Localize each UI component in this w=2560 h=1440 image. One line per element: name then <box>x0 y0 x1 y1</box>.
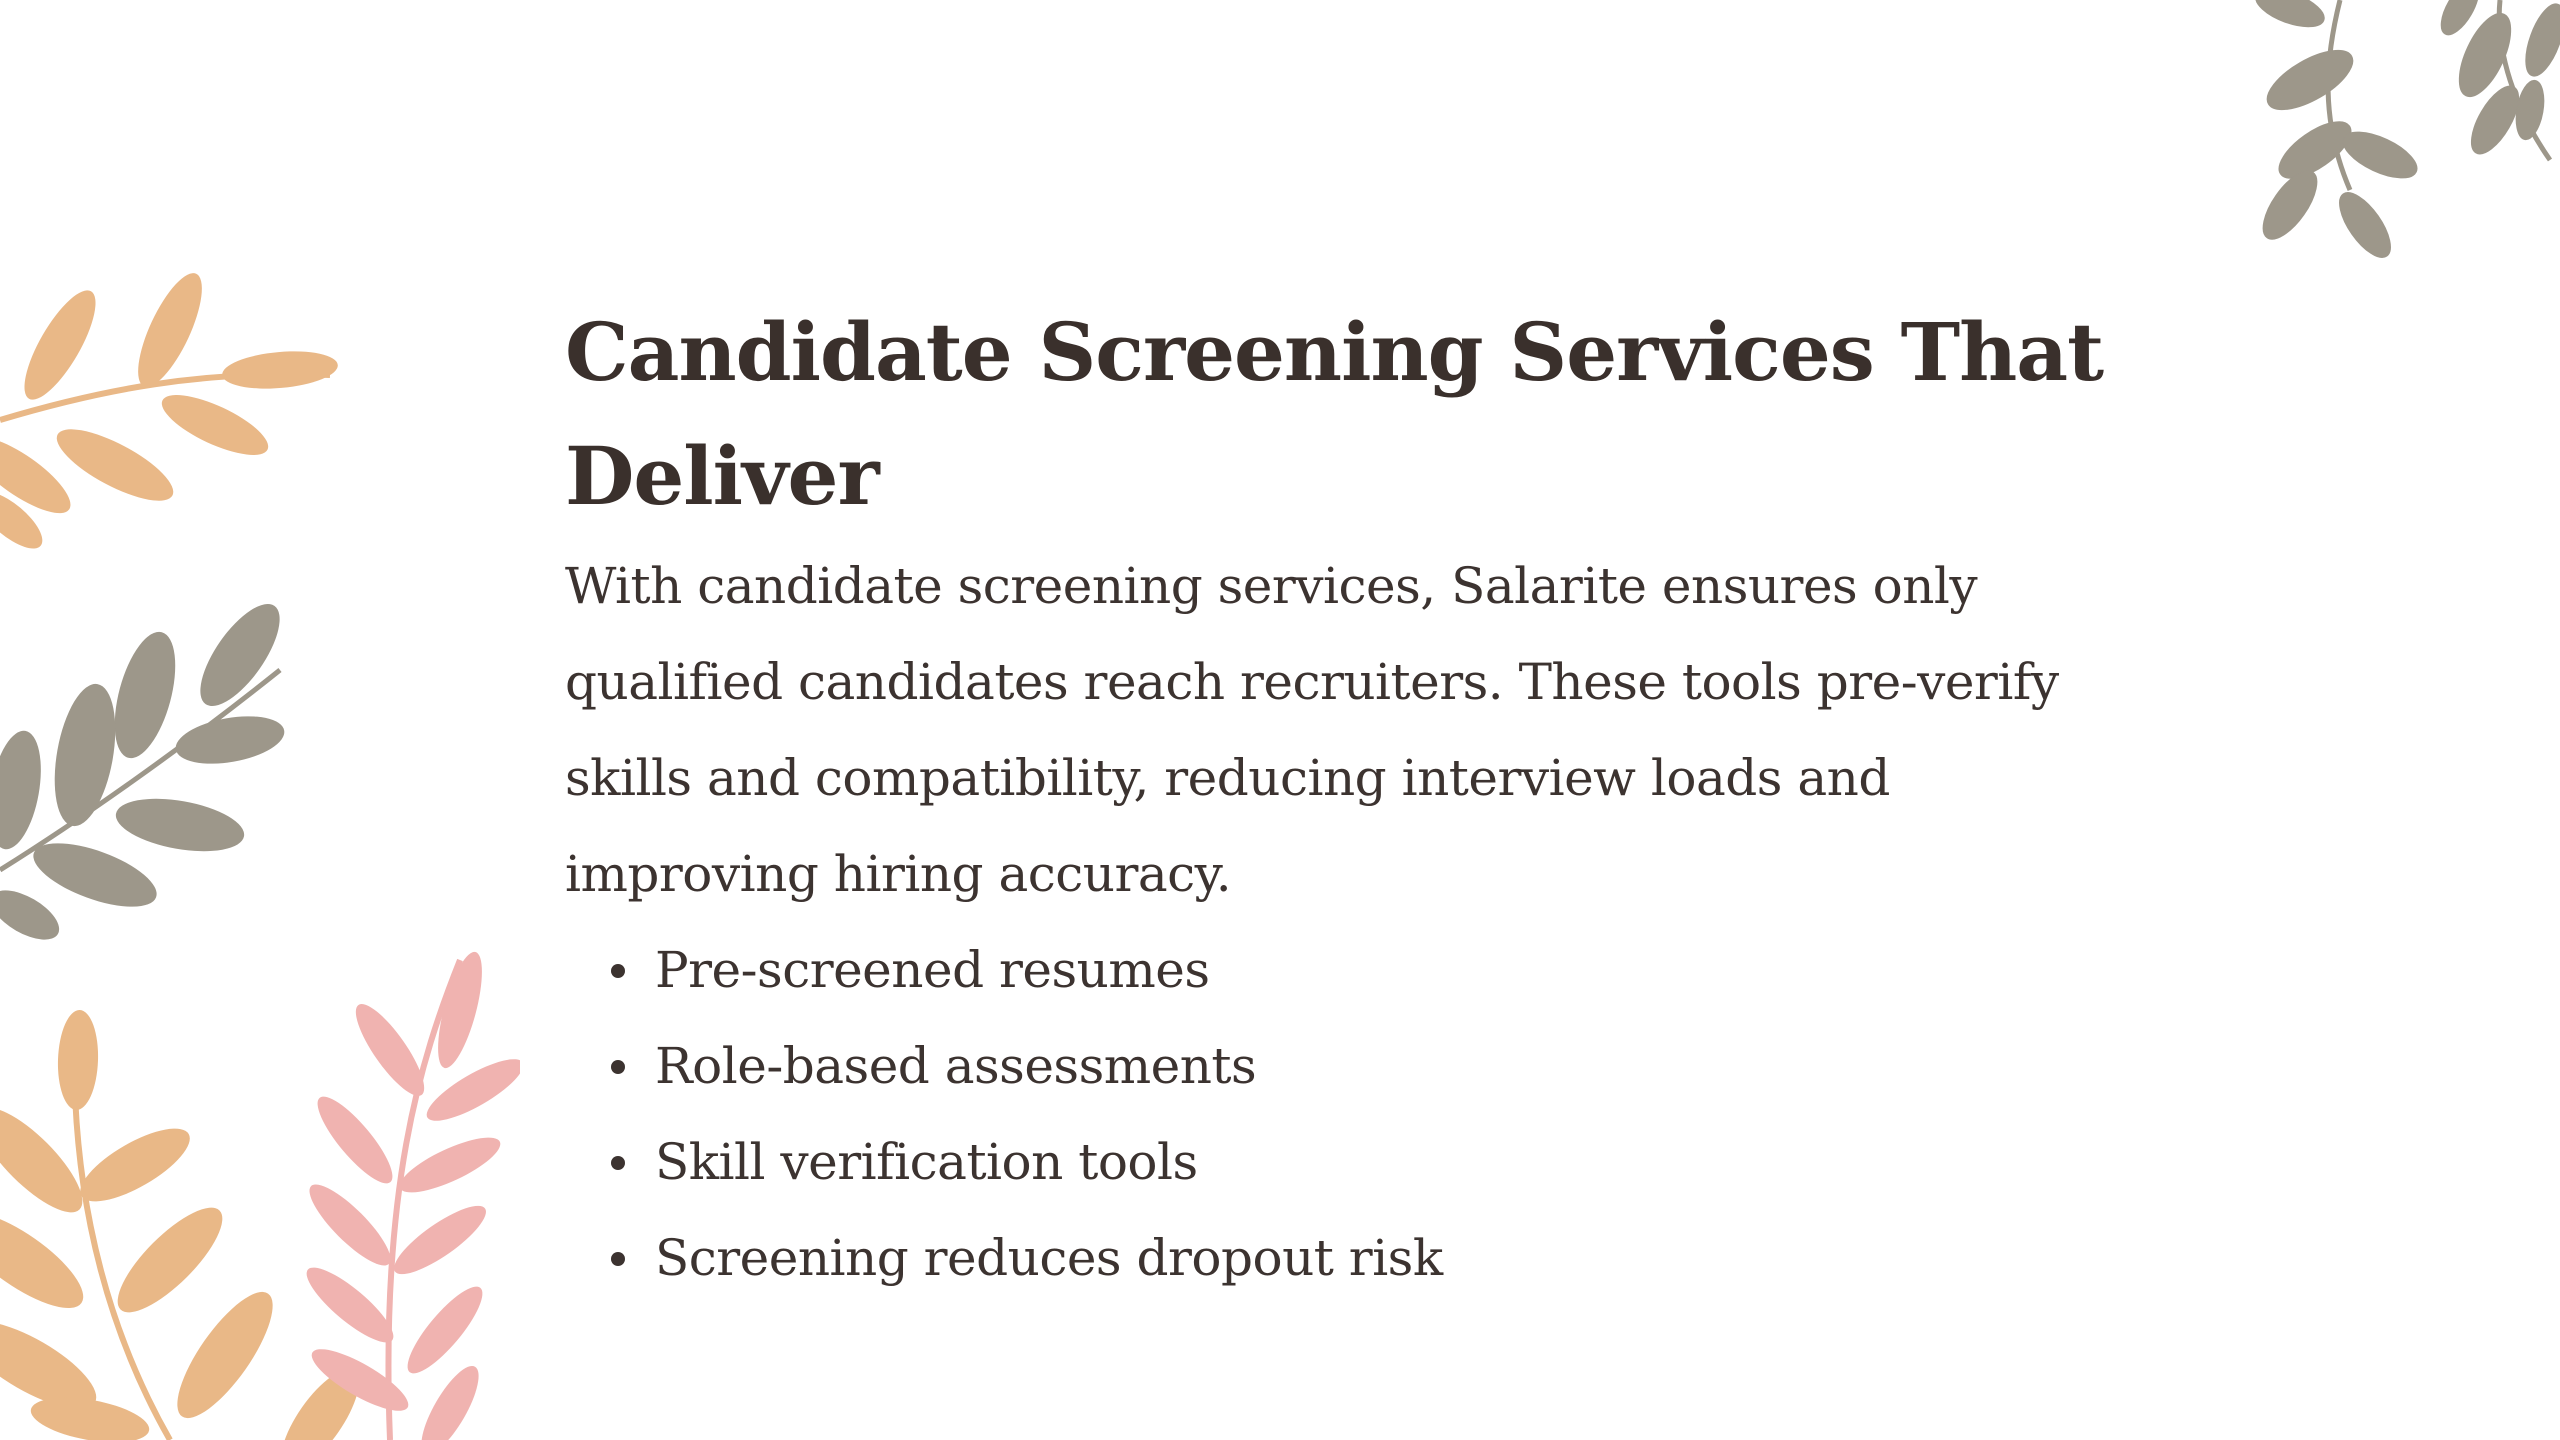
bullet-text: Pre-screened resumes <box>655 941 1210 999</box>
bullet-item <box>565 922 2125 1018</box>
bullet-item <box>565 1114 2125 1210</box>
slide-paragraph: With candidate screening services, Salarite ensures only qualified candidates reach recruiters. These tools pre-verify skills and compatibility, reducing interview loads and improving hiring accuracy. <box>565 557 2059 903</box>
bullet-item <box>565 1018 2125 1114</box>
bullet-item <box>565 1210 2125 1306</box>
pink-branch-bottom-decoration <box>280 940 520 1440</box>
bullet-text: Skill verification tools <box>655 1133 1198 1191</box>
peach-branch-left-decoration <box>0 250 340 550</box>
slide-content <box>565 290 2125 1306</box>
bullet-text: Screening reduces dropout risk <box>655 1229 1443 1287</box>
olive-branch-left-decoration <box>0 590 300 950</box>
bullet-text: Role-based assessments <box>655 1037 1257 1095</box>
bullet-dot-icon <box>611 1060 625 1074</box>
bullet-dot-icon <box>611 1156 625 1170</box>
olive-vine-top-right-decoration <box>2230 0 2560 280</box>
bullet-dot-icon <box>611 1252 625 1266</box>
bullet-dot-icon <box>611 964 625 978</box>
bullet-list <box>565 922 2125 1306</box>
slide-title: Candidate Screening Services That Deliver <box>565 305 2104 523</box>
